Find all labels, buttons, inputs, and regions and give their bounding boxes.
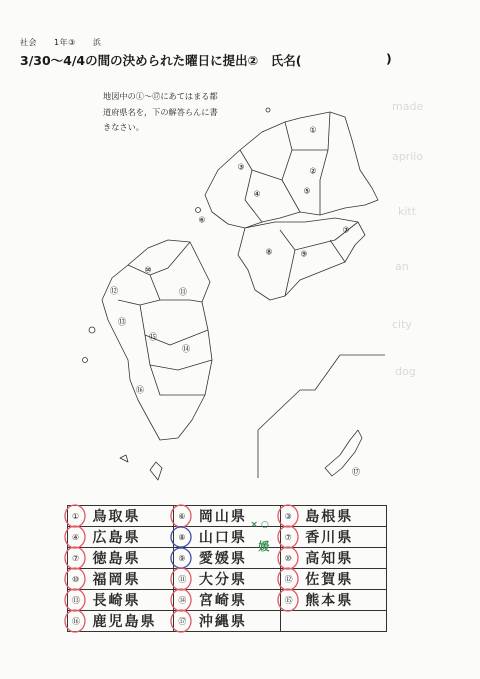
answer-text: 熊本県 — [305, 593, 354, 609]
map-label-12: ⑫ — [110, 286, 118, 296]
answer-text: 広島県 — [92, 530, 141, 546]
answer-row — [68, 527, 387, 548]
answer-cell[interactable] — [68, 527, 174, 548]
student-name-hand: 浜 — [92, 38, 102, 47]
answer-cell[interactable] — [68, 569, 174, 590]
map-label-4: ④ — [253, 189, 261, 199]
answer-number: ⑮ — [284, 595, 293, 605]
class-label: 1年③ — [54, 38, 76, 47]
map-label-6: ⑥ — [198, 215, 206, 225]
answer-cell[interactable] — [280, 527, 386, 548]
answer-number: ⑩ — [284, 553, 292, 563]
answer-cell[interactable] — [174, 590, 280, 611]
answer-row — [68, 506, 387, 527]
answer-number: ④ — [72, 532, 80, 542]
answer-text: 長崎県 — [92, 593, 141, 609]
answer-text: 岡山県 — [198, 509, 247, 525]
map-label-17: ⑰ — [352, 467, 360, 477]
answer-number: ⑦ — [72, 553, 80, 563]
answer-number: ⑨ — [178, 553, 186, 563]
answer-text: 鳥取県 — [92, 509, 141, 525]
map-label-8: ⑧ — [265, 247, 273, 257]
answer-cell[interactable] — [68, 590, 174, 611]
answer-number: ⑭ — [178, 595, 187, 605]
map-label-10: ⑩ — [144, 265, 152, 275]
answer-number: ③ — [284, 511, 292, 521]
title-text: 3/30～4/4の間の決められた曜日に提出② 氏名( — [20, 53, 302, 68]
answer-cell[interactable] — [68, 506, 174, 527]
border — [118, 300, 160, 305]
border — [252, 170, 282, 180]
answer-cell[interactable] — [280, 590, 386, 611]
answer-cell[interactable] — [174, 569, 280, 590]
answer-text: 宮崎県 — [198, 593, 247, 609]
bleed-through: dog — [395, 365, 416, 378]
answer-text: 佐賀県 — [305, 572, 354, 588]
answer-text: 山口県 — [198, 530, 247, 546]
instruction-text: 地図中の①～⑰にあてはまる都道府県名を，下の解答らんに書きなさい。 — [103, 91, 218, 132]
map-label-3: ③ — [237, 162, 245, 172]
border — [240, 150, 262, 222]
answer-text: 愛媛県 — [198, 551, 247, 567]
answer-number: ⑩ — [72, 574, 80, 584]
map-label-9: ⑨ — [300, 249, 308, 259]
border — [150, 365, 205, 395]
map-label-14: ⑭ — [182, 344, 190, 354]
answer-number: ⑧ — [178, 532, 186, 542]
border — [150, 275, 202, 302]
border — [320, 112, 330, 215]
answer-number: ⑪ — [178, 574, 187, 584]
bleed-through: made — [392, 100, 424, 113]
subject-label: 社会 — [20, 38, 37, 47]
border — [128, 242, 190, 275]
border — [330, 240, 345, 262]
answer-text: 徳島県 — [92, 551, 141, 567]
answer-text: 沖縄県 — [198, 614, 247, 630]
answer-number: ⑦ — [284, 532, 292, 542]
bleed-through: aprilo — [392, 150, 424, 163]
answer-row — [68, 569, 387, 590]
chugoku-outline — [205, 112, 378, 228]
answer-number: ⑬ — [72, 595, 80, 605]
answer-cell[interactable] — [68, 611, 174, 632]
answer-cell[interactable] — [174, 611, 280, 632]
map-label-1: ① — [309, 125, 317, 135]
border — [282, 122, 300, 212]
answer-cell[interactable] — [174, 540, 280, 569]
map-label-15: ⑮ — [149, 332, 157, 342]
answer-cell[interactable] — [280, 506, 386, 527]
answer-text: 福岡県 — [92, 572, 141, 588]
answer-text: 島根県 — [305, 509, 354, 525]
answer-cell[interactable] — [68, 548, 174, 569]
answer-number: ① — [72, 511, 80, 521]
map-label-16: ⑯ — [136, 385, 144, 395]
okinawa-inset-border — [258, 355, 385, 478]
border — [280, 230, 295, 296]
answer-cell-empty[interactable] — [280, 611, 386, 632]
bleed-through: city — [392, 318, 412, 331]
answer-number: ⑥ — [178, 511, 186, 521]
map-label-5: ⑤ — [303, 186, 311, 196]
answer-text: 大分県 — [198, 572, 247, 588]
answer-table — [67, 505, 387, 632]
answer-row — [68, 590, 387, 611]
answer-cell[interactable] — [280, 548, 386, 569]
map-label-7: ⑦ — [342, 225, 350, 235]
answer-text: 鹿児島県 — [92, 614, 157, 630]
answer-number: ⑯ — [72, 616, 80, 626]
answer-row — [68, 611, 387, 632]
answer-text: 高知県 — [305, 551, 354, 567]
answer-cell[interactable] — [280, 569, 386, 590]
correction-marks: × ○ — [250, 520, 269, 530]
map-label-13: ⑬ — [118, 317, 126, 327]
bleed-through: kitt — [398, 205, 417, 218]
title-close-paren: ) — [386, 51, 392, 66]
map-label-11: ⑪ — [179, 287, 187, 297]
answer-number: ⑫ — [284, 574, 293, 584]
map-number-labels — [110, 126, 360, 477]
answer-row — [68, 548, 387, 569]
answer-number: ⑰ — [178, 616, 187, 626]
answer-text: 香川県 — [305, 530, 354, 546]
bleed-through: an — [395, 260, 409, 273]
map-label-2: ② — [309, 166, 317, 176]
correction-note: 媛 — [258, 540, 270, 553]
